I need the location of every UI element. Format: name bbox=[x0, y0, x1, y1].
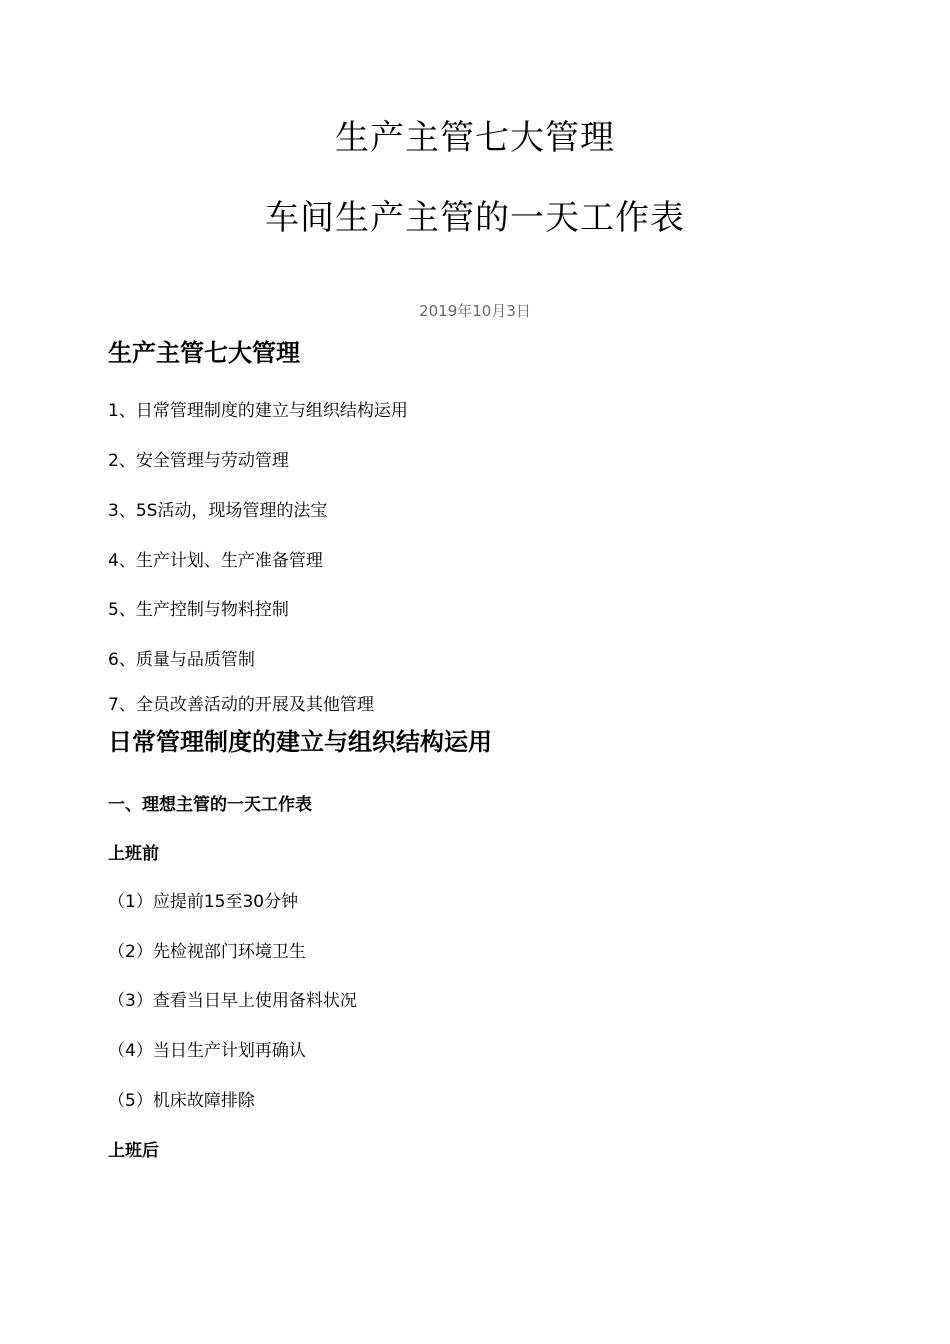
list-item: （5）机床故障排除 bbox=[108, 1091, 255, 1111]
list-item: 7、全员改善活动的开展及其他管理 bbox=[108, 695, 374, 715]
list-item: 6、质量与品质管制 bbox=[108, 650, 255, 670]
list-item: 4、生产计划、生产准备管理 bbox=[108, 551, 323, 571]
document-date: 2019年10月3日 bbox=[419, 302, 531, 320]
section-heading-seven-management: 生产主管七大管理 bbox=[108, 339, 300, 367]
list-item: （3）查看当日早上使用备料状况 bbox=[108, 991, 357, 1011]
list-item: （4）当日生产计划再确认 bbox=[108, 1041, 306, 1061]
document-subtitle: 车间生产主管的一天工作表 bbox=[265, 198, 685, 238]
section-heading-daily-management: 日常管理制度的建立与组织结构运用 bbox=[108, 728, 492, 756]
after-work-label: 上班后 bbox=[108, 1141, 159, 1161]
before-work-label: 上班前 bbox=[108, 844, 159, 864]
document-title: 生产主管七大管理 bbox=[335, 118, 615, 158]
list-item: （2）先检视部门环境卫生 bbox=[108, 942, 306, 962]
list-item: 3、5S活动，现场管理的法宝 bbox=[108, 501, 328, 521]
subsection-heading: 一、理想主管的一天工作表 bbox=[108, 795, 312, 815]
list-item: （1）应提前15至30分钟 bbox=[108, 892, 299, 912]
list-item: 1、日常管理制度的建立与组织结构运用 bbox=[108, 401, 408, 421]
list-item: 2、安全管理与劳动管理 bbox=[108, 451, 289, 471]
list-item: 5、生产控制与物料控制 bbox=[108, 600, 289, 620]
